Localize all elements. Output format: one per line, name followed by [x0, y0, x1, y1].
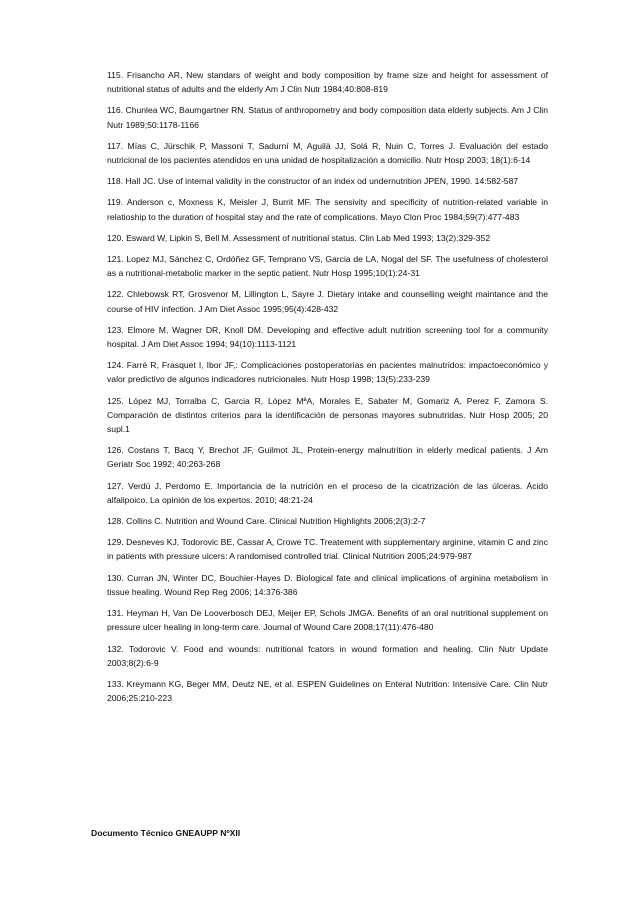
reference-item-115: 115. Frisancho AR, New standars of weight and body composition by frame size and height for assessment of nutritional status of adults and the elderly Am J Clin Nutr 1984;40:808-819 — [107, 70, 548, 95]
reference-item-133: 133. Kreymann KG, Beger MM, Deutz NE, et al. ESPEN Guidelines on Enteral Nutrition: Intensive Care. Clin Nutr 2006;25:210-223 — [107, 678, 548, 704]
reference-item-118: 118. Hall JC. Use of internal validity in the constructor of an index od undernutrition JPEN, 1990. 14:582-587 — [107, 176, 519, 187]
reference-item-123: 123. Elmore M, Wagner DR, Knoll DM. Developing and effective adult nutrition screening tool for a community hospital. J Am Diet Assoc 1994; 94(10):1113-1121 — [107, 324, 548, 350]
reference-item-124: 124. Farré R, Frasquet I, Ibor JF,: Complicaciones postoperatorias en pacientes malnutridos: impactoeconómico y valor predictivo de algunos indicadores nutricionales. Nutr Hosp 1998; 13(5):233-239 — [107, 360, 548, 385]
reference-item-122: 122. Chlebowsk RT, Grosvenor M, Lillington L, Sayre J. Dietary intake and counselling weight maintance and the course of HIV infection. J Am Diet Assoc 1995;95(4):428-432 — [107, 289, 548, 314]
reference-item-126: 126. Costans T, Bacq Y, Brechot JF, Guilmot JL, Protein-energy malnutrition in elderly medical patients. J Am Geriatr Soc 1992; 40:263-268 — [107, 445, 548, 470]
reference-item-131: 131. Heyman H, Van De Looverbosch DEJ, Meijer EP, Schols JMGA. Benefits of an oral nutritional supplement on pressure ulcer healing in long-term care. Journal of Wound Care 2008;17(11):476-480 — [107, 608, 548, 633]
reference-item-125: 125. López MJ, Torralba C, Garcia R, López MªA, Morales E, Sabater M, Gomariz A, Perez F, Zamora S. Comparación de distintos criterios para la identificación de personas mayores subnutridas. Nutr Hosp 2005; 20 supl.1 — [107, 395, 548, 435]
reference-item-116: 116. Chunlea WC, Baumgartner RN. Status of anthropometry and body composition data elderly subjects. Am J Clin Nutr 1989;50:1178-1166 — [107, 105, 548, 130]
page-footer: Documento Técnico GNEAUPP NºXII — [91, 828, 241, 838]
reference-item-130: 130. Curran JN, Winter DC, Bouchier-Hayes D. Biological fate and clinical implications of arginina metabolism in tissue healing. Wound Rep Reg 2006; 14:376-386 — [107, 572, 548, 597]
reference-item-128: 128. Collins C. Nutrition and Wound Care. Clinical Nutrition Highlights 2006;2(3):2-7 — [107, 516, 426, 527]
reference-item-119: 119. Anderson c, Moxness K, Meisler J, Burrit MF. The sensivity and specificity of nutrition-related variable in relatioship to the duration of hospital stay and the rate of complications. Mayo Clon Proc 1984;59(7):477-483 — [107, 197, 548, 222]
reference-item-129: 129. Desneves KJ, Todorovic BE, Cassar A, Crowe TC. Treatement with supplementary arginine, vitamin C and zinc in patients with pressure ulcers: A randomised controlled trial. Clinical Nutrition 2005;24:979-987 — [107, 537, 548, 562]
reference-item-120: 120. Esward W, Lipkin S, Bell M. Assessment of nutritional status. Clin Lab Med 1993; 13(2):329-352 — [107, 232, 491, 243]
reference-list — [107, 68, 548, 712]
reference-item-132: 132. Todorovic V. Food and wounds: nutritional fcators in wound formation and healing. Clin Nutr Update 2003;8(2):6-9 — [107, 643, 548, 668]
reference-item-117: 117. Mías C, Jürschik P, Massoni T, Sadurní M, Aguilà JJ, Solá R, Nuin C, Torres J. Evaluación del estado nutricional de los pacientes atendidos en una unidad de hospitalización a domicilio. Nutr Hosp 2003; 18(1):6-14 — [107, 140, 548, 166]
reference-item-121: 121. Lopez MJ, Sánchez C, Ordóñez GF, Temprano VS, Garcia de LA, Nogal del SF. The usefulness of cholesterol as a nutritional-metabolic marker in the septic patient. Nutr Hosp 1995;10(1):24-31 — [107, 254, 548, 279]
reference-item-127: 127. Verdú J, Perdomo E. Importancia de la nutrición en el proceso de la cicatrización de las úlceras. Ácido alfalipoico. La opinión de los expertos. 2010; 48:21-24 — [107, 480, 548, 505]
